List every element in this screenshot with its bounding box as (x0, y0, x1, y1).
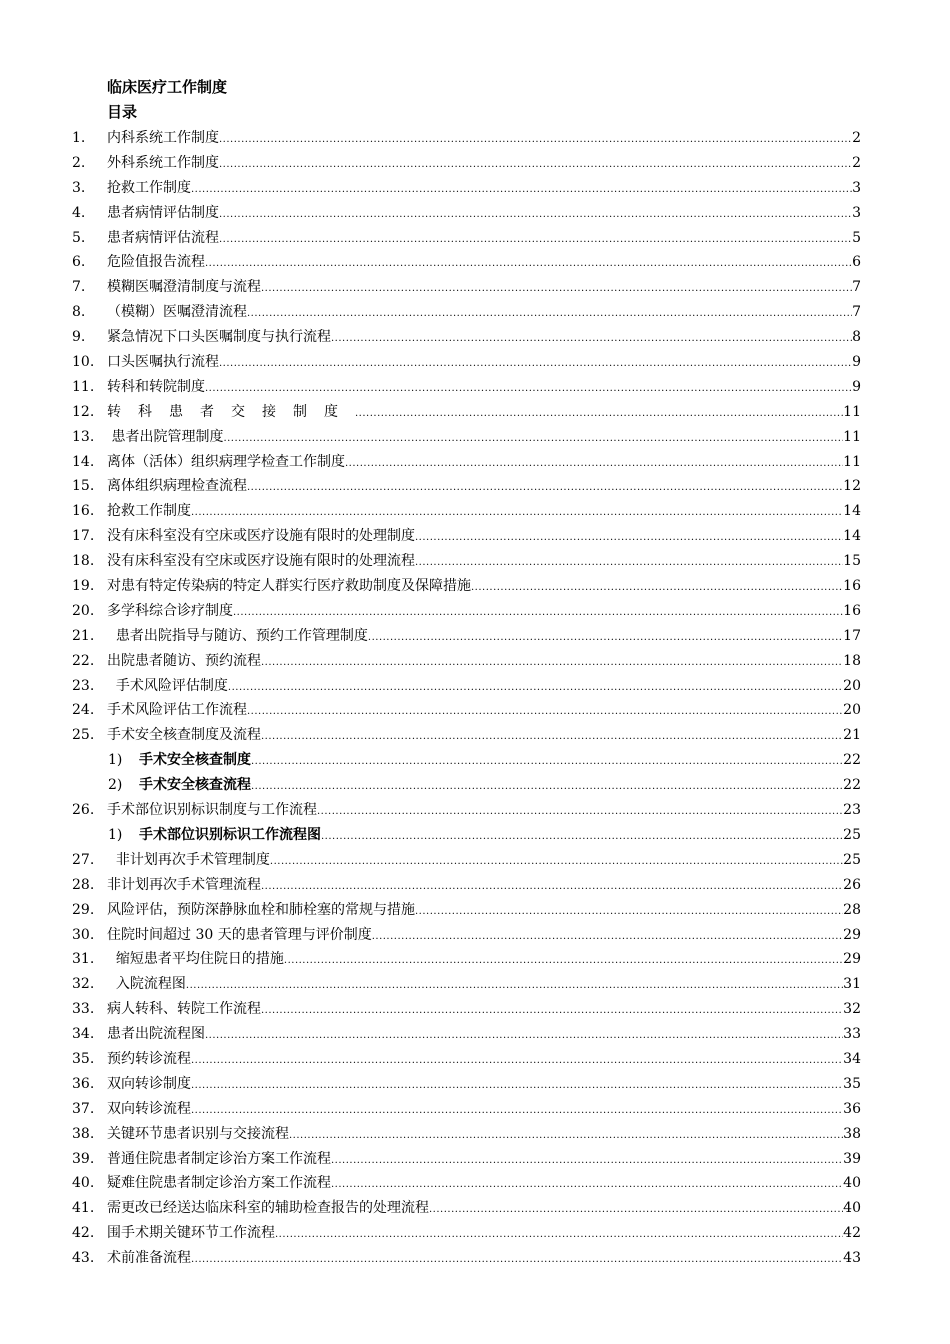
toc-entry[interactable] (0, 425, 950, 450)
toc-entry-page-number: 14 (843, 528, 861, 545)
toc-entry-line (107, 1147, 861, 1174)
toc-entry[interactable] (0, 848, 950, 873)
toc-entry-page-number: 34 (843, 1050, 861, 1067)
toc-entry-title: 外科系统工作制度 (107, 154, 219, 171)
toc-entry-line (107, 947, 861, 974)
toc-entry-number: 5. (72, 229, 86, 246)
toc-dot-leader (191, 1049, 843, 1074)
toc-entry-title: 口头医嘱执行流程 (107, 354, 219, 371)
toc-entry-number: 41. (72, 1200, 95, 1217)
toc-dot-leader (191, 1074, 843, 1099)
toc-entry-line (107, 275, 861, 302)
toc-dot-leader (219, 228, 852, 253)
toc-subentry[interactable] (0, 748, 950, 773)
toc-entry-line (107, 300, 861, 327)
toc-entry-title: 紧急情况下口头医嘱制度与执行流程 (107, 329, 331, 346)
toc-entry-page-number: 7 (852, 304, 861, 321)
toc-entry-line (107, 599, 861, 626)
toc-entry-title: （模糊）医嘱澄清流程 (107, 304, 247, 321)
toc-heading: 目录 (107, 103, 138, 121)
toc-entry-title: 双向转诊制度 (107, 1075, 191, 1092)
toc-entry-number: 10. (72, 354, 95, 371)
toc-entry[interactable] (0, 1122, 950, 1147)
toc-dot-leader (205, 252, 852, 277)
toc-entry-page-number: 20 (843, 677, 861, 694)
toc-entry[interactable] (0, 176, 950, 201)
toc-entry-number: 8. (72, 304, 86, 321)
toc-entry-number: 38. (72, 1125, 95, 1142)
toc-dot-leader (368, 626, 843, 651)
toc-entry-title: 非计划再次手术管理制度 (107, 851, 270, 868)
toc-entry-number: 1) (108, 826, 123, 843)
toc-entry-title: 普通住院患者制定诊治方案工作流程 (107, 1150, 331, 1167)
toc-entry-number: 34. (72, 1026, 95, 1043)
toc-entry-page-number: 11 (843, 453, 861, 470)
toc-entry[interactable] (0, 997, 950, 1022)
toc-entry-page-number: 29 (843, 951, 861, 968)
toc-entry-number: 19. (72, 578, 95, 595)
toc-entry-title: 抢救工作制度 (107, 503, 191, 520)
toc-entry-title: 多学科综合诊疗制度 (107, 602, 233, 619)
toc-entry-line (107, 723, 861, 750)
toc-entry-title: 术前准备流程 (107, 1250, 191, 1267)
toc-subentry[interactable] (0, 823, 950, 848)
toc-entry-page-number: 32 (843, 1001, 861, 1018)
toc-entry-title: 转科患者交接制度 (107, 403, 355, 420)
toc-entry-title: 住院时间超过 30 天的患者管理与评价制度 (107, 926, 372, 943)
toc-entry-number: 6. (72, 254, 86, 271)
toc-entry-line (107, 1221, 861, 1248)
toc-entry-title: 患者出院管理制度 (107, 428, 224, 445)
toc-entry-line (107, 972, 861, 999)
toc-entry[interactable] (0, 1147, 950, 1172)
toc-entry-number: 33. (72, 1001, 95, 1018)
toc-dot-leader (247, 700, 843, 725)
toc-entry-number: 23. (72, 677, 95, 694)
toc-entry-line (107, 574, 861, 601)
toc-entry-page-number: 11 (843, 403, 861, 420)
toc-entry-line (107, 798, 861, 825)
toc-entry[interactable] (0, 723, 950, 748)
toc-dot-leader (345, 452, 843, 477)
toc-entry-page-number: 16 (843, 602, 861, 619)
toc-entry-page-number: 6 (852, 254, 861, 271)
toc-entry-number: 39. (72, 1150, 95, 1167)
toc-entry-page-number: 9 (852, 378, 861, 395)
toc-entry[interactable] (0, 151, 950, 176)
toc-entry-number: 42. (72, 1225, 95, 1242)
toc-entry[interactable] (0, 300, 950, 325)
toc-entry-number: 16. (72, 503, 95, 520)
toc-entry-number: 31. (72, 951, 95, 968)
toc-entry[interactable] (0, 524, 950, 549)
toc-entry-page-number: 8 (852, 329, 861, 346)
toc-entry-page-number: 40 (843, 1175, 861, 1192)
toc-dot-leader (205, 377, 852, 402)
toc-dot-leader (317, 800, 843, 825)
toc-entry-line (107, 126, 861, 153)
toc-entry-line (107, 425, 861, 452)
toc-entry-title: 对患有特定传染病的特定人群实行医疗救助制度及保障措施 (107, 578, 471, 595)
toc-entry-page-number: 11 (843, 428, 861, 445)
toc-dot-leader (186, 974, 843, 999)
toc-entry[interactable] (0, 350, 950, 375)
toc-entry-line (139, 748, 861, 775)
toc-entry-title: 患者病情评估制度 (107, 204, 219, 221)
toc-dot-leader (372, 925, 843, 950)
toc-entry-number: 25. (72, 727, 95, 744)
toc-entry-number: 18. (72, 553, 95, 570)
toc-entry[interactable] (0, 649, 950, 674)
toc-entry-number: 27. (72, 851, 95, 868)
toc-entry-title: 入院流程图 (107, 976, 186, 993)
toc-entry-line (107, 898, 861, 925)
toc-entry-title: 手术安全核查制度 (139, 752, 251, 769)
toc-dot-leader (355, 402, 843, 427)
toc-dot-leader (191, 1248, 843, 1273)
toc-entry-page-number: 21 (843, 727, 861, 744)
toc-dot-leader (429, 1198, 843, 1223)
toc-entry-page-number: 3 (852, 204, 861, 221)
toc-entry[interactable] (0, 474, 950, 499)
toc-entry[interactable] (0, 574, 950, 599)
toc-entry-line (107, 674, 861, 701)
toc-entry-title: 非计划再次手术管理流程 (107, 876, 261, 893)
toc-entry-page-number: 40 (843, 1200, 861, 1217)
toc-entry-page-number: 28 (843, 901, 861, 918)
toc-entry-line (107, 499, 861, 526)
toc-entry-page-number: 31 (843, 976, 861, 993)
toc-entry-title: 围手术期关键环节工作流程 (107, 1225, 275, 1242)
toc-entry-title: 患者出院指导与随访、预约工作管理制度 (107, 627, 368, 644)
toc-dot-leader (247, 302, 852, 327)
toc-entry-number: 20. (72, 602, 95, 619)
toc-entry-line (107, 1122, 861, 1149)
toc-subentry[interactable] (0, 773, 950, 798)
toc-entry-number: 36. (72, 1075, 95, 1092)
toc-entry-title: 危险值报告流程 (107, 254, 205, 271)
toc-entry-page-number: 22 (843, 752, 861, 769)
toc-entry-line (107, 474, 861, 501)
toc-entry[interactable] (0, 898, 950, 923)
toc-dot-leader (251, 775, 843, 800)
toc-entry-line (107, 923, 861, 950)
toc-entry-line (107, 151, 861, 178)
toc-entry-line (107, 1047, 861, 1074)
toc-entry[interactable] (0, 126, 950, 151)
toc-entry-number: 4. (72, 204, 86, 221)
toc-entry-page-number: 29 (843, 926, 861, 943)
toc-entry[interactable] (0, 499, 950, 524)
toc-entry-page-number: 26 (843, 876, 861, 893)
toc-entry-number: 1) (108, 752, 123, 769)
toc-entry-page-number: 2 (852, 130, 861, 146)
toc-entry-page-number: 38 (843, 1125, 861, 1142)
toc-entry-line (107, 1246, 861, 1273)
toc-entry-number: 43. (72, 1250, 95, 1267)
toc-dot-leader (223, 427, 843, 452)
toc-entry-line (107, 375, 861, 402)
toc-entry-number: 37. (72, 1100, 95, 1117)
toc-entry-number: 24. (72, 702, 95, 719)
toc-entry-line (139, 823, 861, 850)
toc-entry-page-number: 25 (843, 851, 861, 868)
toc-entry[interactable] (0, 674, 950, 699)
toc-entry[interactable] (0, 1097, 950, 1122)
toc-entry-page-number: 20 (843, 702, 861, 719)
toc-entry-number: 1. (72, 130, 86, 146)
toc-entry-page-number: 17 (843, 627, 861, 644)
toc-entry-page-number: 7 (852, 279, 861, 296)
toc-entry-line (107, 848, 861, 875)
toc-entry-number: 2. (72, 154, 86, 171)
toc-entry-line (107, 350, 861, 377)
toc-entry-title: 离体（活体）组织病理学检查工作制度 (107, 453, 345, 470)
toc-dot-leader (219, 352, 852, 377)
toc-dot-leader (261, 725, 843, 750)
toc-entry-page-number: 3 (852, 179, 861, 196)
toc-entry-page-number: 16 (843, 578, 861, 595)
toc-entry[interactable] (0, 947, 950, 972)
toc-entry[interactable] (0, 400, 950, 425)
toc-entry-title: 手术风险评估工作流程 (107, 702, 247, 719)
toc-dot-leader (415, 900, 843, 925)
toc-entry-title: 转科和转院制度 (107, 378, 205, 395)
toc-entry-number: 28. (72, 876, 95, 893)
toc-entry-title: 预约转诊流程 (107, 1050, 191, 1067)
toc-entry[interactable] (0, 201, 950, 226)
toc-entry-number: 21. (72, 627, 95, 644)
toc-dot-leader (331, 1149, 843, 1174)
toc-dot-leader (191, 178, 852, 203)
table-of-contents (0, 126, 950, 1271)
toc-entry-page-number: 2 (852, 154, 861, 171)
toc-entry-line (107, 1097, 861, 1124)
toc-entry-title: 疑难住院患者制定诊治方案工作流程 (107, 1175, 331, 1192)
toc-entry-number: 22. (72, 652, 95, 669)
toc-dot-leader (219, 128, 852, 153)
toc-entry-number: 2) (108, 777, 123, 794)
toc-dot-leader (261, 277, 852, 302)
toc-entry-line (107, 201, 861, 228)
toc-dot-leader (275, 1223, 843, 1248)
toc-entry-line (107, 624, 861, 651)
toc-entry-number: 40. (72, 1175, 95, 1192)
toc-entry-title: 手术风险评估制度 (107, 677, 228, 694)
toc-entry[interactable] (0, 325, 950, 350)
toc-dot-leader (289, 1124, 843, 1149)
toc-dot-leader (191, 501, 843, 526)
toc-dot-leader (219, 203, 852, 228)
toc-entry-title: 抢救工作制度 (107, 179, 191, 196)
toc-entry-page-number: 22 (843, 777, 861, 794)
toc-entry[interactable] (0, 549, 950, 574)
toc-entry[interactable] (0, 624, 950, 649)
toc-entry[interactable] (0, 873, 950, 898)
toc-entry-page-number: 36 (843, 1100, 861, 1117)
toc-entry-line (107, 325, 861, 352)
toc-entry-number: 14. (72, 453, 95, 470)
toc-entry-number: 35. (72, 1050, 95, 1067)
toc-dot-leader (261, 875, 843, 900)
toc-dot-leader (261, 651, 843, 676)
toc-entry-line (107, 226, 861, 253)
toc-entry-page-number: 42 (843, 1225, 861, 1242)
toc-entry[interactable] (0, 250, 950, 275)
toc-entry-page-number: 9 (852, 354, 861, 371)
toc-entry[interactable] (0, 1047, 950, 1072)
toc-dot-leader (233, 601, 843, 626)
toc-entry-line (139, 773, 861, 800)
toc-entry[interactable] (0, 923, 950, 948)
toc-entry-title: 出院患者随访、预约流程 (107, 652, 261, 669)
toc-dot-leader (191, 1099, 843, 1124)
toc-entry-number: 3. (72, 179, 86, 196)
toc-entry-title: 内科系统工作制度 (107, 130, 219, 146)
toc-entry[interactable] (0, 226, 950, 251)
toc-entry-line (107, 1022, 861, 1049)
toc-entry-line (107, 997, 861, 1024)
toc-entry-title: 患者出院流程图 (107, 1026, 205, 1043)
toc-entry-line (107, 1072, 861, 1099)
toc-entry-title: 手术部位识别标识制度与工作流程 (107, 802, 317, 819)
toc-entry[interactable] (0, 698, 950, 723)
document-title: 临床医疗工作制度 (107, 78, 228, 96)
toc-entry-page-number: 5 (852, 229, 861, 246)
toc-dot-leader (251, 750, 843, 775)
toc-dot-leader (471, 576, 843, 601)
toc-entry-page-number: 18 (843, 652, 861, 669)
toc-dot-leader (228, 676, 843, 701)
toc-entry[interactable] (0, 1171, 950, 1196)
toc-entry[interactable] (0, 275, 950, 300)
toc-entry-line (107, 698, 861, 725)
toc-entry-page-number: 39 (843, 1150, 861, 1167)
toc-entry-line (107, 524, 861, 551)
toc-entry-title: 手术部位识别标识工作流程图 (139, 826, 321, 843)
toc-entry-page-number: 25 (843, 826, 861, 843)
toc-dot-leader (247, 476, 843, 501)
toc-entry-line (107, 400, 861, 427)
toc-entry[interactable] (0, 798, 950, 823)
toc-dot-leader (205, 1024, 843, 1049)
toc-entry-title: 患者病情评估流程 (107, 229, 219, 246)
toc-entry-title: 病人转科、转院工作流程 (107, 1001, 261, 1018)
toc-entry-number: 29. (72, 901, 95, 918)
toc-entry-title: 没有床科室没有空床或医疗设施有限时的处理制度 (107, 528, 415, 545)
toc-entry-number: 32. (72, 976, 95, 993)
toc-entry-title: 需更改已经送达临床科室的辅助检查报告的处理流程 (107, 1200, 429, 1217)
toc-dot-leader (331, 1173, 843, 1198)
toc-entry[interactable] (0, 450, 950, 475)
toc-entry-title: 缩短患者平均住院日的措施 (107, 951, 284, 968)
toc-entry-title: 风险评估，预防深静脉血栓和肺栓塞的常规与措施 (107, 901, 415, 918)
toc-entry[interactable] (0, 375, 950, 400)
toc-entry[interactable] (0, 1246, 950, 1271)
toc-entry-line (107, 873, 861, 900)
toc-entry-number: 9. (72, 329, 86, 346)
toc-entry-page-number: 14 (843, 503, 861, 520)
toc-entry-line (107, 450, 861, 477)
toc-entry-number: 7. (72, 279, 86, 296)
toc-entry[interactable] (0, 1221, 950, 1246)
toc-dot-leader (261, 999, 843, 1024)
toc-entry-title: 关键环节患者识别与交接流程 (107, 1125, 289, 1142)
toc-entry-number: 11. (72, 378, 95, 395)
toc-entry-title: 离体组织病理检查流程 (107, 478, 247, 495)
toc-entry[interactable] (0, 1196, 950, 1221)
toc-entry-title: 手术安全核查制度及流程 (107, 727, 261, 744)
toc-entry-page-number: 12 (843, 478, 861, 495)
toc-dot-leader (331, 327, 852, 352)
toc-dot-leader (321, 825, 843, 850)
toc-entry-title: 双向转诊流程 (107, 1100, 191, 1117)
toc-entry-page-number: 33 (843, 1026, 861, 1043)
toc-entry-number: 15. (72, 478, 95, 495)
toc-entry-page-number: 43 (843, 1250, 861, 1267)
toc-dot-leader (270, 850, 843, 875)
toc-entry-number: 30. (72, 926, 95, 943)
toc-entry[interactable] (0, 1022, 950, 1047)
toc-dot-leader (284, 949, 843, 974)
toc-entry-title: 模糊医嘱澄清制度与流程 (107, 279, 261, 296)
toc-dot-leader (415, 526, 843, 551)
toc-entry-number: 12. (72, 403, 95, 420)
toc-entry[interactable] (0, 1072, 950, 1097)
toc-entry-page-number: 15 (843, 553, 861, 570)
toc-entry[interactable] (0, 972, 950, 997)
toc-entry-line (107, 176, 861, 203)
toc-entry[interactable] (0, 599, 950, 624)
toc-entry-number: 26. (72, 802, 95, 819)
toc-entry-number: 13. (72, 428, 95, 445)
toc-entry-page-number: 35 (843, 1075, 861, 1092)
toc-entry-line (107, 649, 861, 676)
toc-entry-line (107, 250, 861, 277)
toc-entry-number: 17. (72, 528, 95, 545)
toc-entry-title: 没有床科室没有空床或医疗设施有限时的处理流程 (107, 553, 415, 570)
toc-entry-line (107, 1171, 861, 1198)
toc-entry-line (107, 1196, 861, 1223)
toc-entry-page-number: 23 (843, 802, 861, 819)
toc-entry-line (107, 549, 861, 576)
toc-dot-leader (415, 551, 843, 576)
toc-entry-title: 手术安全核查流程 (139, 777, 251, 794)
toc-dot-leader (219, 153, 852, 178)
